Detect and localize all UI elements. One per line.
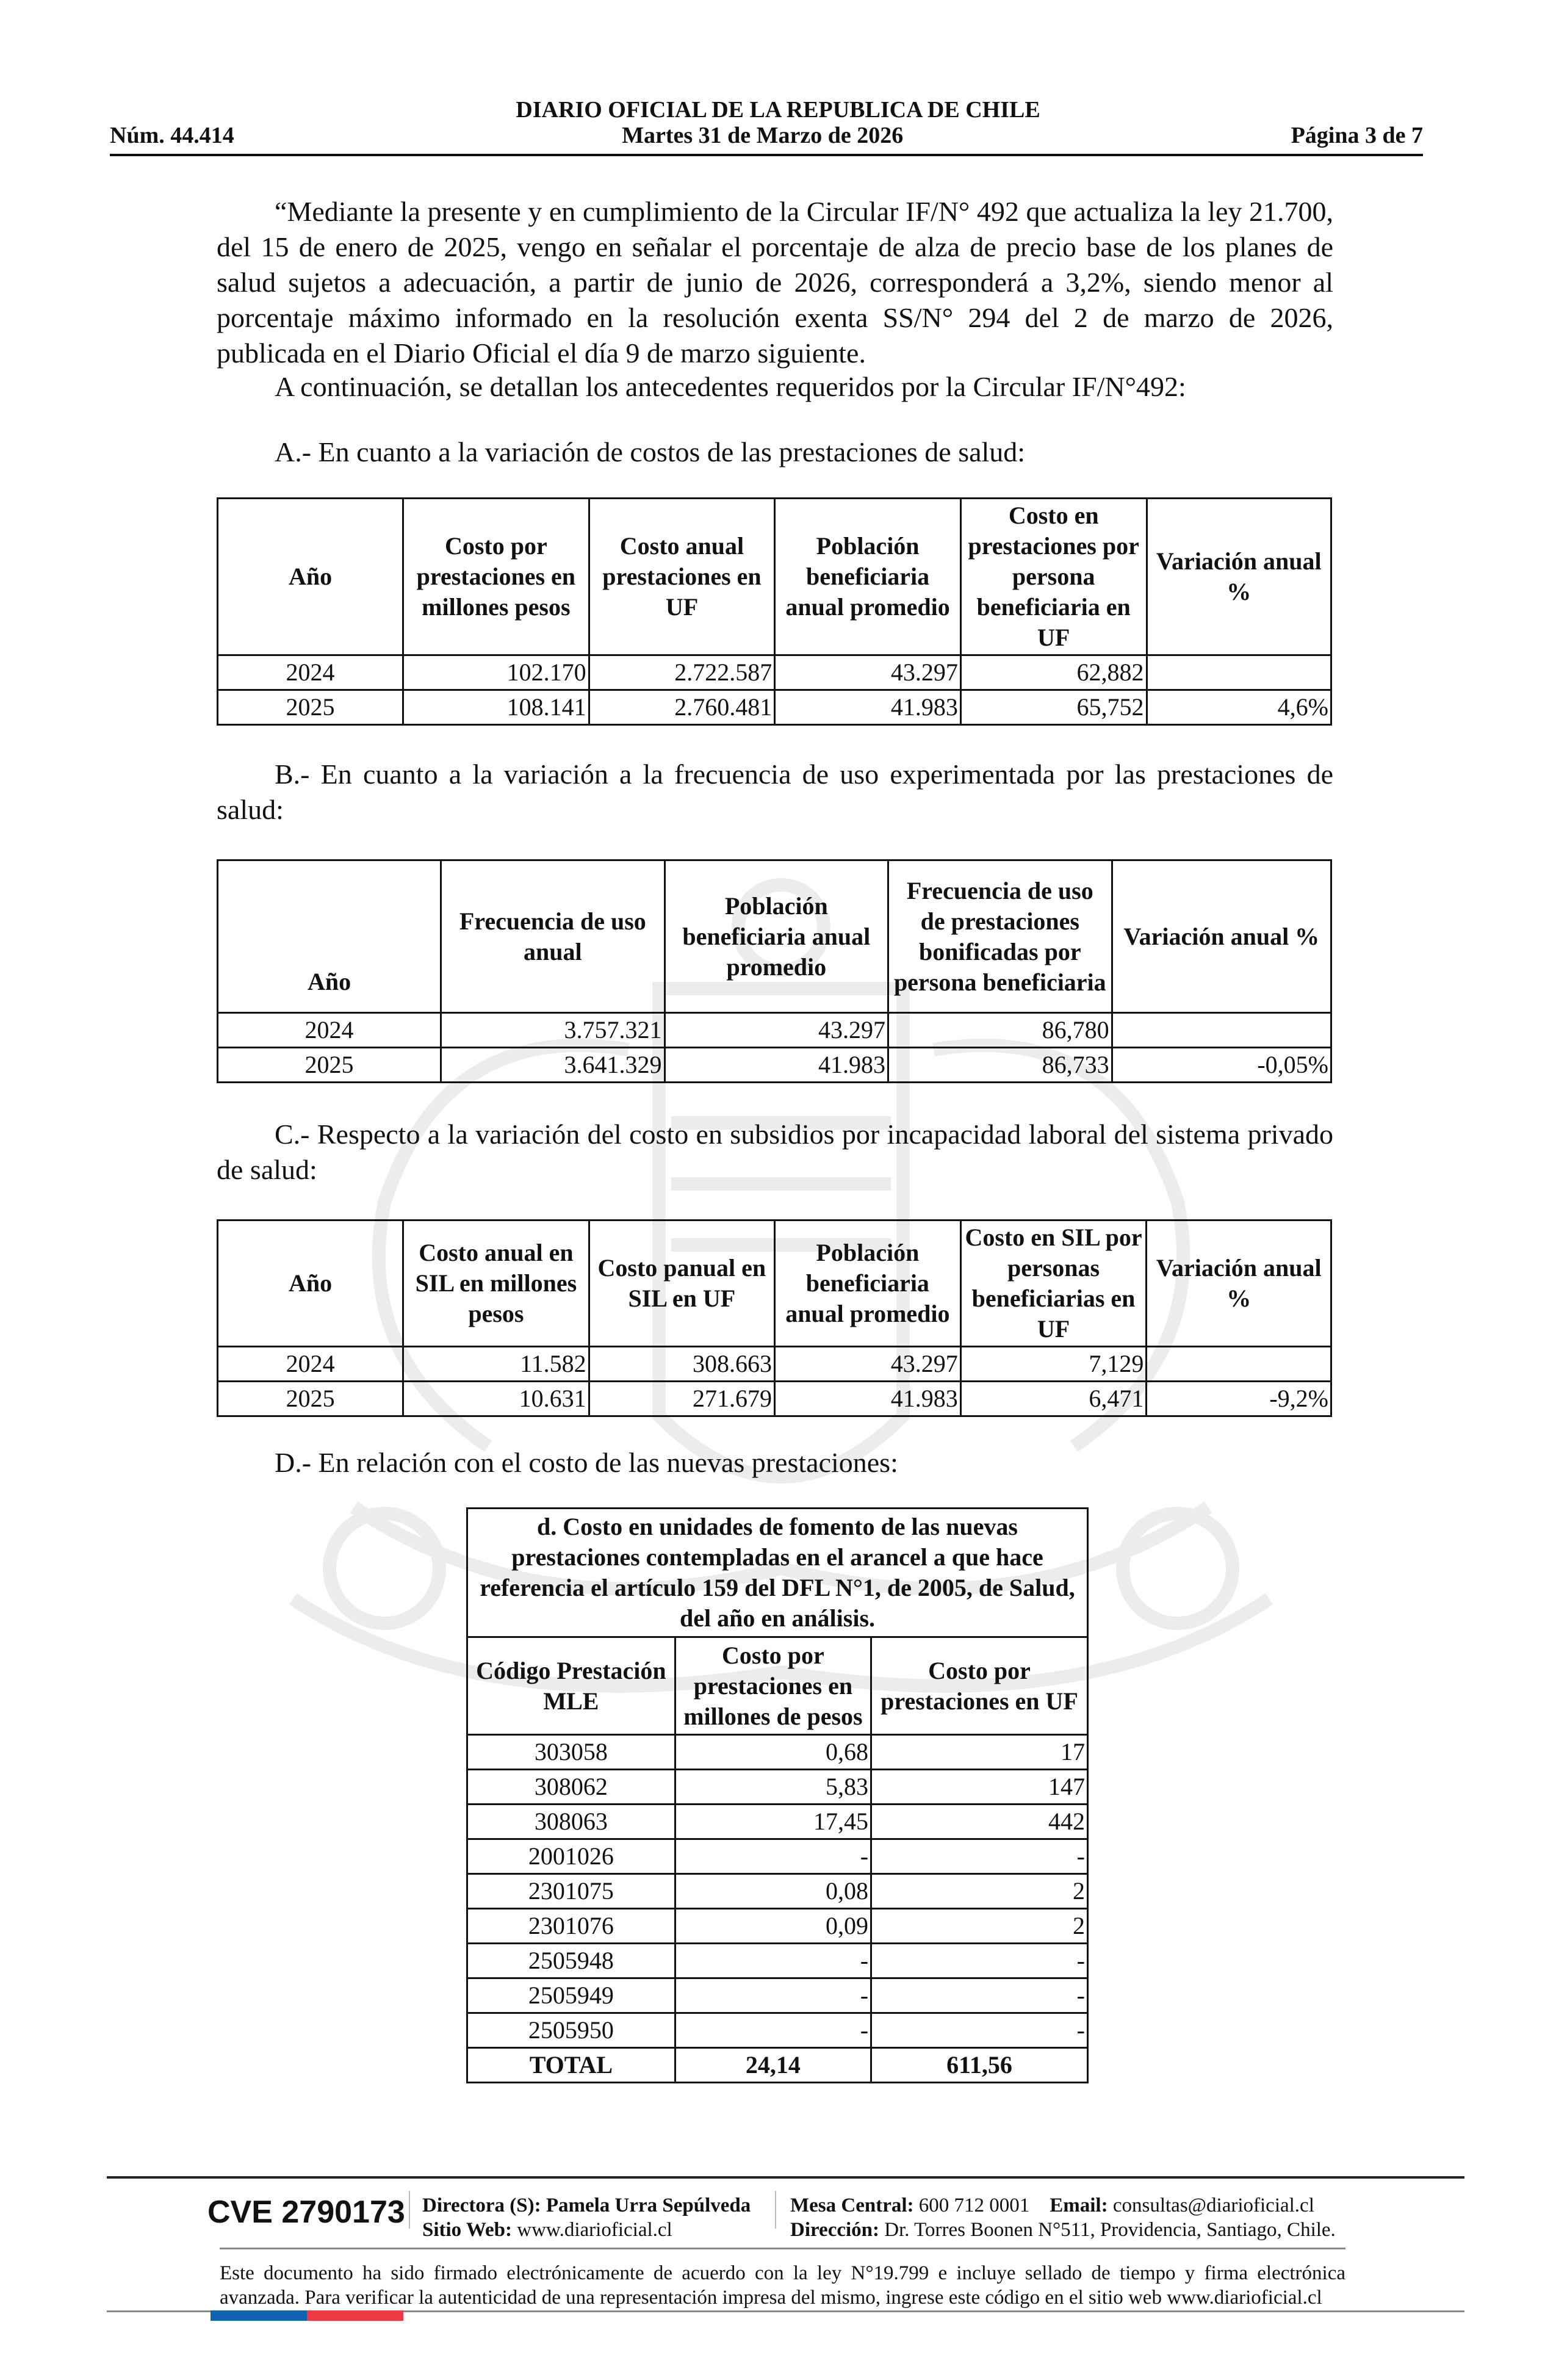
- table-cell: 303058: [467, 1735, 675, 1770]
- footer-divider-top: [107, 2176, 1464, 2179]
- column-header: Costo anual en SIL en millones pesos: [403, 1221, 589, 1347]
- table-cell: -: [675, 1839, 871, 1874]
- table-header-row: [218, 1221, 1331, 1347]
- table-row: [218, 690, 1331, 725]
- table-cell: [1147, 1347, 1331, 1382]
- page-indicator: Página 3 de 7: [1291, 123, 1423, 148]
- director-label: Directora (S):: [422, 2194, 541, 2216]
- column-header: Costo en SIL por personas beneficiarias en UF: [960, 1221, 1147, 1347]
- table-cell: 0,08: [675, 1874, 871, 1909]
- table-header-row: [467, 1637, 1088, 1735]
- table-total-row: [467, 2048, 1088, 2083]
- flag-stripe-red-icon: [307, 2310, 403, 2321]
- total-cell: 611,56: [871, 2048, 1088, 2083]
- table-cell: 2301075: [467, 1874, 675, 1909]
- table-cell: 271.679: [589, 1382, 774, 1416]
- footer-separator: [409, 2191, 410, 2229]
- section-b-text: B.- En cuanto a la variación a la frecuencia de uso experimentada por las prestaciones de salud:: [217, 759, 1333, 825]
- table-row: [218, 1048, 1331, 1083]
- phone-label: Mesa Central:: [790, 2194, 914, 2216]
- table-cell: 308063: [467, 1805, 675, 1839]
- table-cell: 41.983: [665, 1048, 888, 1083]
- section-c-text: C.- Respecto a la variación del costo en subsidios por incapacidad laboral del sistema privado de salud:: [217, 1119, 1333, 1185]
- table-row: [218, 1013, 1331, 1048]
- table-cell: 2: [871, 1874, 1088, 1909]
- table-cell: -: [871, 1944, 1088, 1978]
- header-divider: [110, 154, 1423, 156]
- table-cell: -: [675, 1944, 871, 1978]
- section-c-heading: [217, 1117, 1333, 1188]
- total-label: TOTAL: [467, 2048, 675, 2083]
- phone-number: 600 712 0001: [918, 2194, 1030, 2216]
- table-cell: 308.663: [589, 1347, 774, 1382]
- table-cell: 3.641.329: [441, 1048, 665, 1083]
- table-row: [467, 1978, 1088, 2013]
- table-cell: -9,2%: [1147, 1382, 1331, 1416]
- header-meta: [110, 122, 1423, 149]
- table-row: [218, 1347, 1331, 1382]
- table-cell: 2024: [218, 655, 403, 690]
- table-cell: 43.297: [775, 655, 961, 690]
- table-row: [467, 1805, 1088, 1839]
- table-cell: 2025: [218, 1048, 441, 1083]
- table-cell: -: [675, 1978, 871, 2013]
- table-cell: 10.631: [403, 1382, 589, 1416]
- column-header: Código Prestación MLE: [467, 1637, 675, 1735]
- table-cell: 2301076: [467, 1909, 675, 1944]
- table-a-cost-variation: [217, 497, 1332, 726]
- footer-separator: [775, 2191, 776, 2229]
- table-cell: 17: [871, 1735, 1088, 1770]
- table-row: [467, 2013, 1088, 2048]
- column-header: Costo panual en SIL en UF: [589, 1221, 774, 1347]
- section-b-heading: [217, 757, 1333, 828]
- column-header: Variación anual %: [1147, 1221, 1331, 1347]
- table-cell: 41.983: [775, 1382, 961, 1416]
- table-cell: 102.170: [403, 655, 589, 690]
- table-cell: 7,129: [960, 1347, 1147, 1382]
- table-cell: 11.582: [403, 1347, 589, 1382]
- publication-title: DIARIO OFICIAL DE LA REPUBLICA DE CHILE: [516, 97, 1040, 123]
- column-header: Año: [218, 499, 403, 655]
- column-header: Costo por prestaciones en millones de pesos: [675, 1637, 871, 1735]
- table-cell: 2505948: [467, 1944, 675, 1978]
- table-c-sil-cost-variation: [217, 1219, 1332, 1417]
- continuation-text: A continuación, se detallan los antecedentes requeridos por la Circular IF/N°492:: [275, 371, 1186, 402]
- total-cell: 24,14: [675, 2048, 871, 2083]
- intro-text: “Mediante la presente y en cumplimiento de la Circular IF/N° 492 que actualiza la ley 21.700, del 15 de enero de 2025, vengo en señalar el porcentaje de alza de precio base de los planes de salud sujetos a adecuación, a partir de junio de 2026, corresponderá a 3,2%, siendo menor al porcentaje máximo informado en la resolución exenta SS/N° 294 del 2 de marzo de 2026, publicada en el Diario Oficial el día 9 de marzo siguiente.: [217, 196, 1333, 369]
- column-header: Frecuencia de uso de prestaciones bonificadas por persona beneficiaria: [888, 860, 1112, 1013]
- table-title-row: [467, 1509, 1088, 1637]
- table-cell: 2024: [218, 1347, 403, 1382]
- footer-divider-middle: [220, 2248, 1345, 2249]
- column-header: Variación anual %: [1112, 860, 1331, 1013]
- intro-paragraph: [217, 194, 1333, 371]
- table-row: [218, 655, 1331, 690]
- table-cell: 2025: [218, 690, 403, 725]
- column-header: Costo anual prestaciones en UF: [589, 499, 775, 655]
- issue-date: Martes 31 de Marzo de 2026: [622, 123, 904, 148]
- director-name: Pamela Urra Sepúlveda: [546, 2194, 751, 2216]
- table-cell: 43.297: [775, 1347, 961, 1382]
- table-cell: 2505949: [467, 1978, 675, 2013]
- legal-notice: Este documento ha sido firmado electrónicamente de acuerdo con la ley N°19.799 e incluye sellado de tiempo y firma electrónica avanzada. Para verificar la autenticidad de una representación impresa del mismo, ingrese este código en el sitio web www.diarioficial.cl: [220, 2262, 1345, 2309]
- website-label: Sitio Web:: [422, 2219, 513, 2241]
- footer-contact-block: [790, 2193, 1336, 2242]
- column-header: Población beneficiaria anual promedio: [665, 860, 888, 1013]
- table-cell: -0,05%: [1112, 1048, 1331, 1083]
- flag-stripe-blue-icon: [211, 2310, 307, 2321]
- email-link[interactable]: consultas@diarioficial.cl: [1112, 2194, 1314, 2216]
- table-cell: -: [871, 1978, 1088, 2013]
- table-cell: 2024: [218, 1013, 441, 1048]
- table-cell: -: [871, 1839, 1088, 1874]
- table-cell: 2025: [218, 1382, 403, 1416]
- table-cell: 0,09: [675, 1909, 871, 1944]
- column-header: Año: [218, 1221, 403, 1347]
- table-row: [218, 1382, 1331, 1416]
- table-cell: 65,752: [960, 690, 1147, 725]
- table-header-row: [218, 499, 1331, 655]
- website-link[interactable]: www.diarioficial.cl: [517, 2219, 672, 2241]
- table-cell: 2.760.481: [589, 690, 775, 725]
- table-cell: 0,68: [675, 1735, 871, 1770]
- table-cell: 86,780: [888, 1013, 1112, 1048]
- table-cell: 442: [871, 1805, 1088, 1839]
- address-label: Dirección:: [790, 2219, 880, 2241]
- table-cell: 86,733: [888, 1048, 1112, 1083]
- table-cell: 17,45: [675, 1805, 871, 1839]
- table-cell: 6,471: [960, 1382, 1147, 1416]
- table-cell: [1147, 655, 1331, 690]
- table-cell: 2.722.587: [589, 655, 775, 690]
- table-cell: 2001026: [467, 1839, 675, 1874]
- issue-number: Núm. 44.414: [110, 123, 234, 148]
- table-cell: 41.983: [775, 690, 961, 725]
- table-cell: 3.757.321: [441, 1013, 665, 1048]
- column-header: Costo por prestaciones en UF: [871, 1637, 1088, 1735]
- table-cell: 147: [871, 1770, 1088, 1805]
- table-cell: 5,83: [675, 1770, 871, 1805]
- column-header: Costo en prestaciones por persona beneficiaria en UF: [960, 499, 1147, 655]
- table-cell: 4,6%: [1147, 690, 1331, 725]
- table-cell: 2: [871, 1909, 1088, 1944]
- table-title: d. Costo en unidades de fomento de las nuevas prestaciones contempladas en el arancel a que hace referencia el artículo 159 del DFL N°1, de 2005, de Salud, del año en análisis.: [467, 1509, 1088, 1637]
- table-b-frequency-variation: [217, 859, 1332, 1083]
- table-row: [467, 1839, 1088, 1874]
- table-cell: [1112, 1013, 1331, 1048]
- table-d-new-services-cost: [466, 1507, 1089, 2083]
- column-header: Población beneficiaria anual promedio: [775, 1221, 961, 1347]
- table-cell: 43.297: [665, 1013, 888, 1048]
- column-header: Frecuencia de uso anual: [441, 860, 665, 1013]
- column-header: Costo por prestaciones en millones pesos: [403, 499, 589, 655]
- table-cell: 108.141: [403, 690, 589, 725]
- table-row: [467, 1735, 1088, 1770]
- column-header: Variación anual %: [1147, 499, 1331, 655]
- table-header-row: [218, 860, 1331, 1013]
- section-a-heading: A.- En cuanto a la variación de costos de las prestaciones de salud:: [275, 436, 1026, 467]
- section-d-heading: D.- En relación con el costo de las nuevas prestaciones:: [275, 1447, 898, 1478]
- table-row: [467, 1909, 1088, 1944]
- table-cell: -: [871, 2013, 1088, 2048]
- footer-director-block: [422, 2193, 751, 2242]
- table-cell: -: [675, 2013, 871, 2048]
- column-header: Año: [218, 860, 441, 1013]
- table-cell: 308062: [467, 1770, 675, 1805]
- table-row: [467, 1874, 1088, 1909]
- table-row: [467, 1770, 1088, 1805]
- table-cell: 2505950: [467, 2013, 675, 2048]
- table-row: [467, 1944, 1088, 1978]
- column-header: Población beneficiaria anual promedio: [775, 499, 961, 655]
- table-cell: 62,882: [960, 655, 1147, 690]
- email-label: Email:: [1050, 2194, 1108, 2216]
- address-text: Dr. Torres Boonen N°511, Providencia, Santiago, Chile.: [884, 2219, 1336, 2241]
- cve-code: CVE 2790173: [207, 2194, 405, 2230]
